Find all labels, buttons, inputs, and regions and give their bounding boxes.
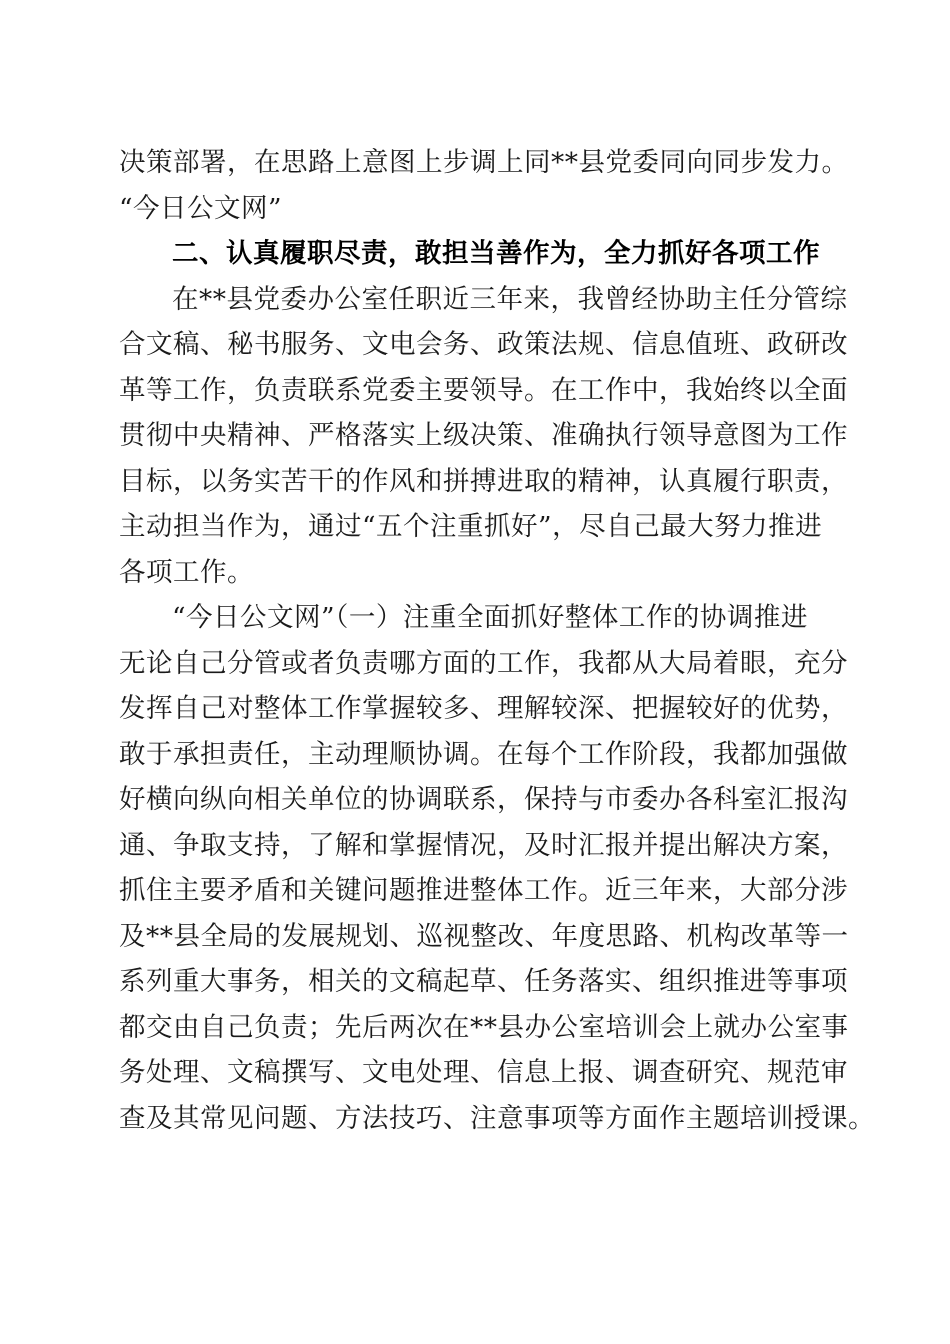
paragraph-line: 查及其常见问题、方法技巧、注意事项等方面作主题培训授课。 [119,1102,875,1134]
paragraph-line: 敢于承担责任，主动理顺协调。在每个工作阶段，我都加强做 [119,738,848,770]
paragraph-line: 合文稿、秘书服务、文电会务、政策法规、信息值班、政研改 [119,329,848,360]
watermark-line: “今日公文网” [119,192,283,224]
paragraph-line: 及**县全局的发展规划、巡视整改、年度思路、机构改革等一 [119,920,849,952]
paragraph-line: 好横向纵向相关单位的协调联系，保持与市委办各科室汇报沟 [119,784,848,815]
paragraph-line: 抓住主要矛盾和关键问题推进整体工作。近三年来，大部分涉 [119,875,848,906]
paragraph-line: 在**县党委办公室任职近三年来，我曾经协助主任分管综 [172,283,848,315]
paragraph-line: 主动担当作为，通过“五个注重抓好”，尽自己最大努力推进 [119,511,823,542]
paragraph-line: 通、争取支持，了解和掌握情况，及时汇报并提出解决方案， [119,829,848,861]
paragraph-line: 务处理、文稿撰写、文电处理、信息上报、调查研究、规范审 [119,1057,848,1088]
section-heading: 二、认真履职尽责，敢担当善作为，全力抓好各项工作 [172,238,820,269]
paragraph-line: 决策部署，在思路上意图上步调上同**县党委同向同步发力。 [119,147,849,178]
paragraph-line: 各项工作。 [119,556,254,588]
paragraph-line: 发挥自己对整体工作掌握较多、理解较深、把握较好的优势， [119,693,848,724]
paragraph-line: 革等工作，负责联系党委主要领导。在工作中，我始终以全面 [119,374,848,406]
paragraph-line: 贯彻中央精神、严格落实上级决策、准确执行领导意图为工作 [119,420,848,451]
paragraph-line: 系列重大事务，相关的文稿起草、任务落实、组织推进等事项 [119,966,848,997]
paragraph-line: 无论自己分管或者负责哪方面的工作，我都从大局着眼，充分 [119,647,848,679]
paragraph-line: 目标，以务实苦干的作风和拼搏进取的精神，认真履行职责， [119,465,848,497]
subsection-heading: “今日公文网”（一）注重全面抓好整体工作的协调推进 [172,602,808,633]
document-body [119,140,875,1141]
paragraph-line: 都交由自己负责；先后两次在**县办公室培训会上就办公室事 [119,1011,849,1043]
